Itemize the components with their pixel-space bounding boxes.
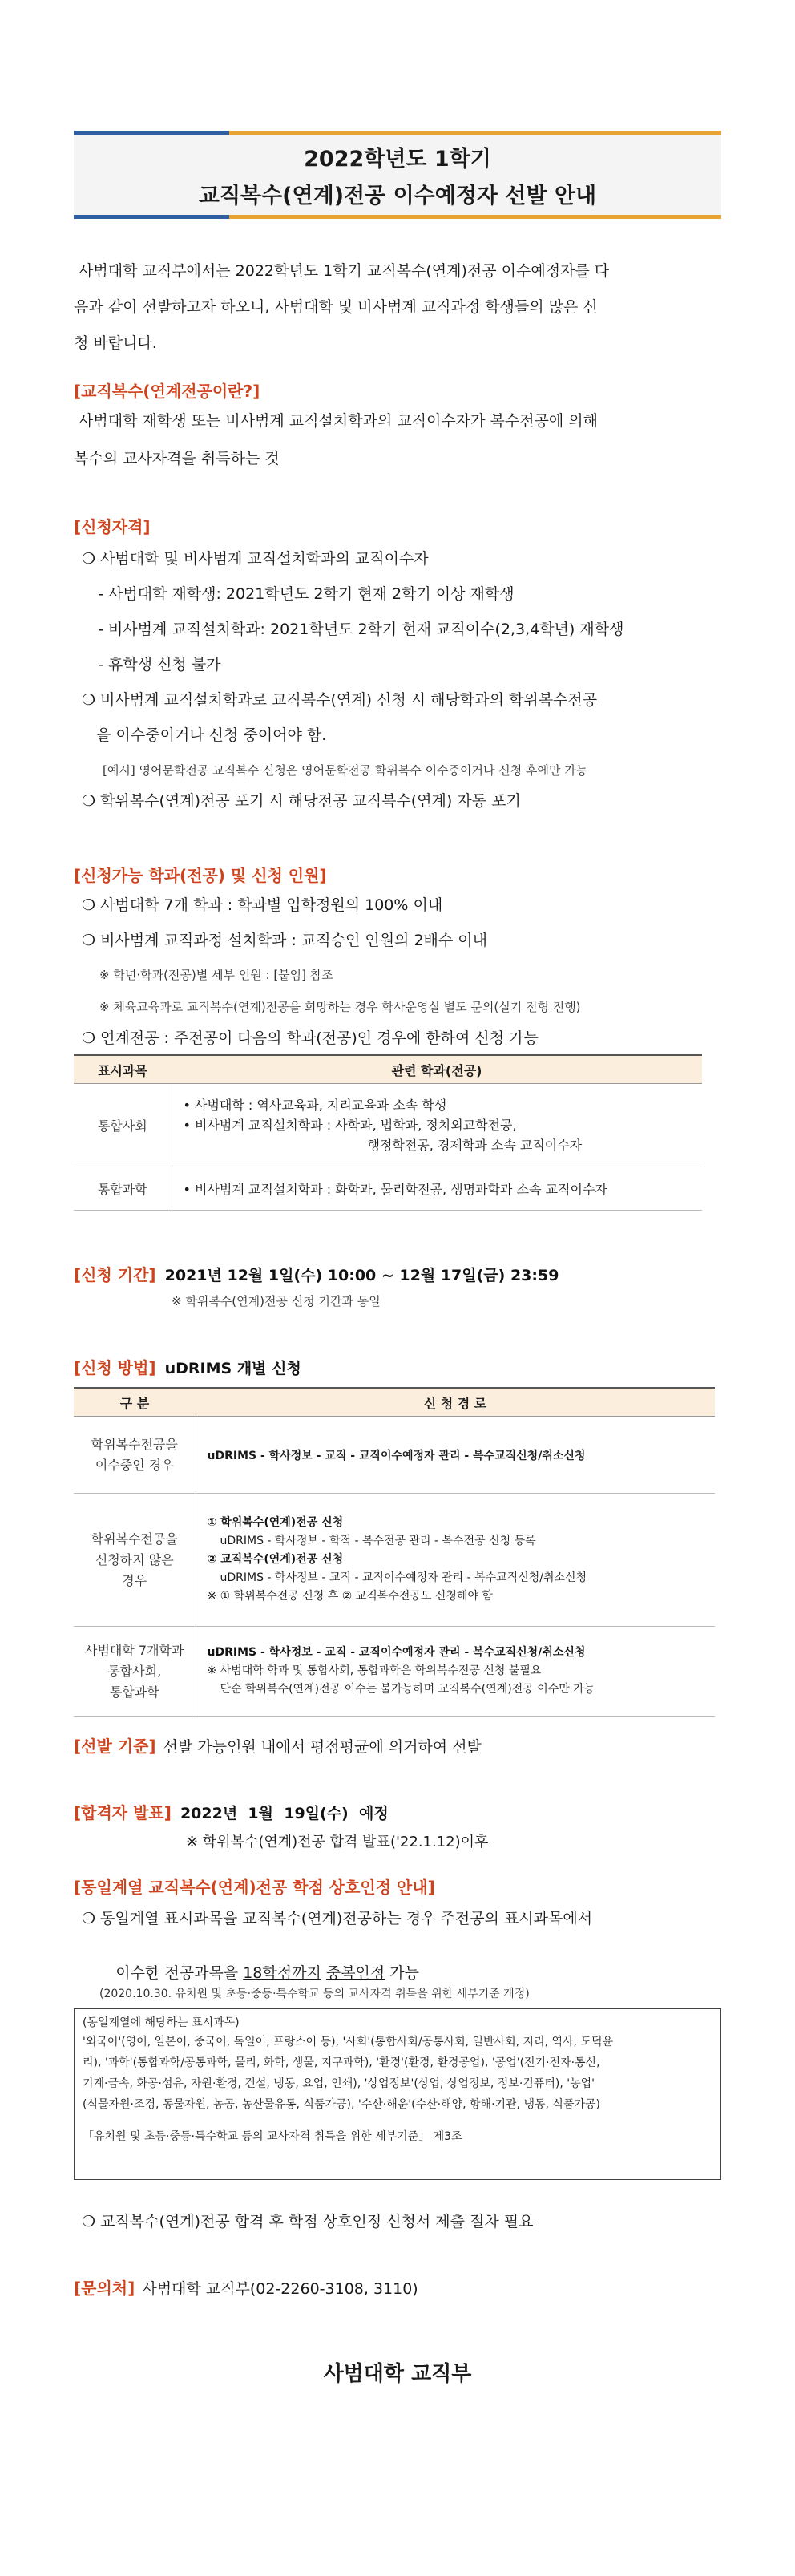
category-cell <box>74 1417 196 1494</box>
section-credit-heading: [동일계열 교직복수(연계)전공 학점 상호인정 안내] <box>74 1878 435 1897</box>
table-row <box>74 1417 715 1494</box>
period-note: ※ 학위복수(연계)전공 신청 기간과 동일 <box>172 1294 381 1308</box>
intro-line: 음과 같이 선발하고자 하오니, 사범대학 및 비사범계 교직과정 학생들의 많은 신 <box>74 298 598 316</box>
table-header: 신 청 경 로 <box>196 1388 715 1417</box>
section-what-line: 복수의 교사자격을 취득하는 것 <box>74 450 280 467</box>
table-row <box>74 1494 715 1627</box>
category-line: 경우 <box>122 1572 147 1588</box>
qual-example: [예시] 영어문학전공 교직복수 신청은 영어문학전공 학위복수 이수중이거나 신청 후에만 가능 <box>103 763 588 778</box>
qual-item: - 휴학생 신청 불가 <box>88 656 221 673</box>
route-cell <box>196 1627 715 1717</box>
category-line: 통합사회, <box>107 1663 162 1679</box>
method-value: uDRIMS 개별 신청 <box>164 1360 301 1377</box>
section-qual-heading: [신청자격] <box>74 517 151 536</box>
dept-note: ※ 학년·학과(전공)별 세부 인원 : [붙임] 참조 <box>99 968 333 982</box>
route-line: ※ 사범대학 학과 및 통합사회, 통합과학은 학위복수전공 신청 불필요 <box>207 1664 542 1677</box>
announce-note: ※ 학위복수(연계)전공 합격 발표('22.1.12)이후 <box>186 1834 489 1850</box>
qual-item: ❍ 사범대학 및 비사범계 교직설치학과의 교직이수자 <box>82 550 429 568</box>
subject-cell: 통합사회 <box>74 1084 172 1167</box>
section-criteria-heading: [선발 기준] <box>74 1737 156 1756</box>
dept-item: ❍ 비사범계 교직과정 설치학과 : 교직승인 인원의 2배수 이내 <box>82 932 487 949</box>
subject-cell: 통합과학 <box>74 1167 172 1211</box>
dept-item: ❍ 사범대학 7개 학과 : 학과별 입학정원의 100% 이내 <box>82 896 443 914</box>
announce-value: 2022년 1월 19일(수) 예정 <box>180 1805 389 1822</box>
route-line: ※ ① 학위복수전공 신청 후 ② 교직복수전공도 신청해야 함 <box>207 1590 493 1603</box>
title-bar-top <box>74 131 721 135</box>
linked-major-table <box>74 1054 702 1211</box>
table-row <box>74 1627 715 1717</box>
intro-line: 청 바랍니다. <box>74 334 157 352</box>
category-line: 학위복수전공을 <box>91 1531 178 1547</box>
credit-line1: ❍ 동일계열 표시과목을 교직복수(연계)전공하는 경우 주전공의 표시과목에서 <box>82 1910 593 1927</box>
section-what-line: 사범대학 재학생 또는 비사범계 교직설치학과의 교직이수자가 복수전공에 의해 <box>74 412 599 430</box>
route-line: uDRIMS - 학사정보 - 교직 - 교직이수예정자 관리 - 복수교직신청/취소신청 <box>207 1646 586 1659</box>
section-method <box>74 1355 301 1378</box>
route-line: ② 교직복수(연계)전공 신청 <box>207 1553 344 1566</box>
application-route-table <box>74 1387 715 1717</box>
category-cell <box>74 1494 196 1627</box>
route-cell <box>196 1417 715 1494</box>
table-header: 표시과목 <box>74 1055 172 1084</box>
box-body <box>83 2032 712 2115</box>
qual-item: 을 이수중이거나 신청 중이어야 함. <box>82 726 327 744</box>
intro-paragraph <box>74 253 715 362</box>
table-header-row <box>74 1055 702 1084</box>
qual-item: - 비사범계 교직설치학과: 2021학년도 2학기 현재 교직이수(2,3,4학년) 재학생 <box>88 621 624 638</box>
related-dept-cell <box>172 1167 702 1211</box>
section-period-heading: [신청 기간] <box>74 1265 156 1284</box>
credit-final: ❍ 교직복수(연계)전공 합격 후 학점 상호인정 신청서 제출 절차 필요 <box>82 2213 534 2230</box>
credit-regulation-note: (2020.10.30. 유치원 및 초등·중등·특수학교 등의 교사자격 취득을 위한 세부기준 개정) <box>99 1988 530 2000</box>
section-what-heading: [교직복수(연계전공이란?] <box>74 382 260 401</box>
box-line: '외국어'(영어, 일본어, 중국어, 독일어, 프랑스어 등), '사회'(통합사회/공통사회, 일반사회, 지리, 역사, 도덕윤 <box>83 2036 614 2048</box>
box-line: 리), '과학'(통합과학/공통과학, 물리, 화학, 생물, 지구과학), '환경'(환경, 환경공업), '공업'(전기·전자·통신, <box>83 2056 600 2069</box>
category-line: 통합과학 <box>109 1684 159 1700</box>
table-row <box>74 1084 702 1167</box>
section-criteria <box>74 1733 482 1757</box>
qual-item: - 사범대학 재학생: 2021학년도 2학기 현재 2학기 이상 재학생 <box>88 585 515 603</box>
table-header-row <box>74 1388 715 1417</box>
page-title-line1: 2022학년도 1학기 <box>304 147 491 172</box>
related-dept-cell <box>172 1084 702 1167</box>
dept-item: ❍ 연계전공 : 주전공이 다음의 학과(전공)인 경우에 한하여 신청 가능 <box>82 1029 539 1047</box>
route-line: uDRIMS - 학사정보 - 교직 - 교직이수예정자 관리 - 복수교직신청/취소신청 <box>207 1449 586 1462</box>
credit-limit: 18학점까지 <box>243 1964 321 1982</box>
related-dept-line: 행정학전공, 경제학과 소속 교직이수자 <box>367 1138 583 1153</box>
box-line: (식물자원·조경, 동물자원, 농공, 농산물유통, 식품가공), '수산·해운'(수산·해양, 항해·기관, 냉동, 식품가공) <box>83 2098 600 2111</box>
table-header: 구 분 <box>74 1388 196 1417</box>
category-cell <box>74 1627 196 1717</box>
section-announce-heading: [합격자 발표] <box>74 1803 172 1822</box>
table-row <box>74 1167 702 1211</box>
category-line: 사범대학 7개학과 <box>85 1642 184 1658</box>
contact-value: 사범대학 교직부(02-2260-3108, 3110) <box>142 2280 418 2298</box>
box-line: 기계·금속, 화공·섬유, 자원·환경, 건설, 냉동, 요업, 인쇄), '상업정보'(상업, 상업정보, 정보·컴퓨터), '농업' <box>83 2077 595 2090</box>
route-line: uDRIMS - 학사정보 - 학적 - 복수전공 관리 - 복수전공 신청 등록 <box>220 1535 536 1547</box>
qual-item: ❍ 비사범계 교직설치학과로 교직복수(연계) 신청 시 해당학과의 학위복수전공 <box>82 691 598 709</box>
section-contact <box>74 2275 418 2299</box>
category-line: 신청하지 않은 <box>95 1551 174 1567</box>
credit-text: 이수한 전공과목을 <box>101 1964 244 1982</box>
route-line: ① 학위복수(연계)전공 신청 <box>207 1516 344 1529</box>
criteria-value: 선발 가능인원 내에서 평점평균에 의거하여 선발 <box>163 1738 482 1756</box>
section-announce <box>74 1800 389 1823</box>
section-dept-heading: [신청가능 학과(전공) 및 신청 인원] <box>74 866 327 885</box>
related-dept-line: • 비사범계 교직설치학과 : 화학과, 물리학전공, 생명과학과 소속 교직이수자 <box>183 1182 607 1197</box>
credit-text: 가능 <box>385 1964 420 1982</box>
route-cell <box>196 1494 715 1627</box>
page-title-line2: 교직복수(연계)전공 이수예정자 선발 안내 <box>198 184 597 208</box>
category-line: 학위복수전공을 <box>91 1436 178 1452</box>
dept-note: ※ 체육교육과로 교직복수(연계)전공을 희망하는 경우 학사운영실 별도 문의(실기 전형 진행) <box>99 1000 581 1014</box>
related-dept-line: • 사범대학 : 역사교육과, 지리교육과 소속 학생 <box>183 1098 447 1113</box>
title-bar-bottom <box>74 215 721 219</box>
box-source: 「유치원 및 초등·중등·특수학교 등의 교사자격 취득을 위한 세부기준」 제3조 <box>83 2130 462 2143</box>
section-period <box>74 1262 559 1285</box>
route-line: 단순 학위복수(연계)전공 이수는 불가능하며 교직복수(연계)전공 이수만 가능 <box>220 1683 595 1696</box>
qual-item: ❍ 학위복수(연계)전공 포기 시 해당전공 교직복수(연계) 자동 포기 <box>82 792 521 810</box>
intro-line: 사범대학 교직부에서는 2022학년도 1학기 교직복수(연계)전공 이수예정자를 다 <box>74 262 610 280</box>
section-contact-heading: [문의처] <box>74 2279 135 2298</box>
category-line: 이수중인 경우 <box>95 1457 174 1473</box>
footer-org: 사범대학 교직부 <box>323 2362 472 2386</box>
route-line: uDRIMS - 학사정보 - 교직 - 교직이수예정자 관리 - 복수교직신청/취소신청 <box>220 1571 587 1584</box>
same-field-box <box>74 2008 721 2180</box>
box-title: (동일계열에 해당하는 표시과목) <box>83 2016 240 2029</box>
period-value: 2021년 12월 1일(수) 10:00 ~ 12월 17일(금) 23:59 <box>164 1267 559 1284</box>
related-dept-line: • 비사범계 교직설치학과 : 사학과, 법학과, 정치외교학전공, <box>183 1118 517 1133</box>
section-method-heading: [신청 방법] <box>74 1358 156 1377</box>
credit-duplicate: 중복인정 <box>325 1964 385 1982</box>
table-header: 관련 학과(전공) <box>172 1055 702 1084</box>
